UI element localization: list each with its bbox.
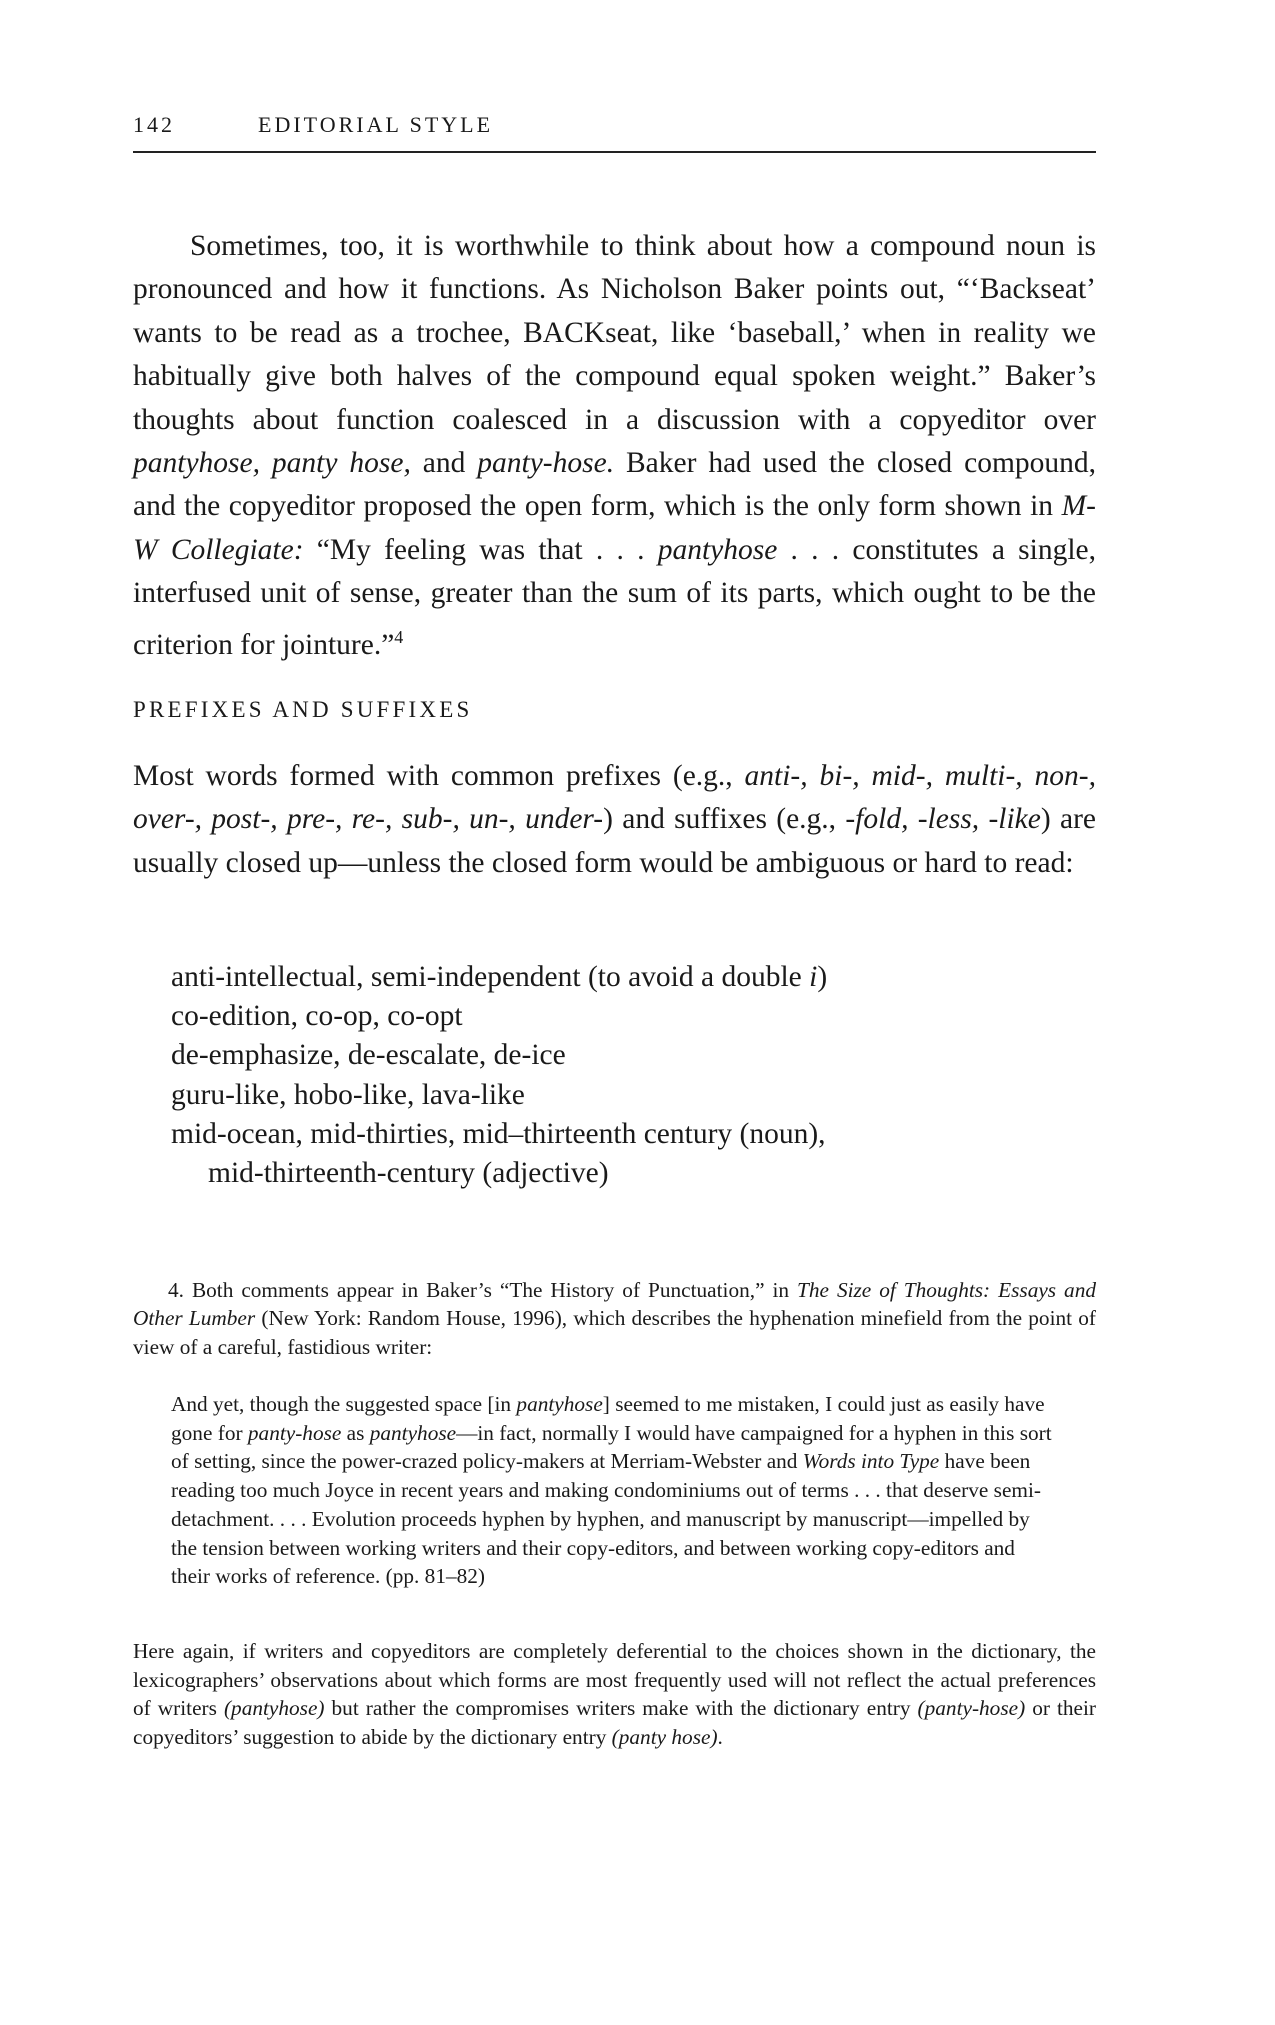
body-paragraph-prefixes <box>133 755 1096 885</box>
text-run: 4. Both comments appear in Baker’s “The History of Punctuation,” in <box>168 1278 798 1302</box>
text-run: “My feeling was that . . . <box>303 533 658 566</box>
text-run: ] seemed to me mistaken, I could just as easily have gone for <box>171 1392 1045 1445</box>
italic-run: pantyhose <box>657 533 778 566</box>
italic-run: panty-hose. <box>477 447 615 480</box>
text-run: Sometimes, too, it is worthwhile to think about how a compound noun is pronounced and how it functions. As Nicholson Baker points out, “‘Backseat’ wants to be read as a trochee, BACKseat, like ‘baseball,’ when in reality we habitually give both halves of the compound equal spoken weight.” Baker’s thoughts about function coalesced in a discussion with a copyeditor over <box>133 230 1096 436</box>
running-title: EDITORIAL STYLE <box>258 112 494 137</box>
example-list <box>171 958 1071 1193</box>
text-run: anti-intellectual, semi-independent (to avoid a double <box>171 961 810 993</box>
header-rule <box>133 151 1096 153</box>
text-run: but rather the compromises writers make with the dictionary entry <box>324 1696 918 1721</box>
italic-run: The Size of Thoughts: Essays and Other Lumber <box>133 1278 1096 1331</box>
footnote-continuation <box>133 1637 1096 1752</box>
italic-run: anti-, bi-, mid-, multi-, non-, over-, post-, pre-, re-, sub-, un-, under- <box>133 760 1096 836</box>
running-head <box>133 112 1093 138</box>
text-run: and <box>410 447 478 480</box>
body-paragraph-compound-nouns <box>133 225 1096 667</box>
text-run: ) <box>817 961 828 993</box>
italic-run: i <box>809 961 818 993</box>
list-item <box>171 958 1071 997</box>
text-run: Here again, if writers and copyeditors are completely deferential to the choices shown in the dictionary, the lexicographers’ observations about which forms are most frequently used will not reflect the actual preferences of writers <box>133 1639 1096 1721</box>
footnote-4 <box>133 1276 1096 1361</box>
text-run: . . . constitutes a single, interfused unit of sense, greater than the sum of its parts, which ought to be the criterion for jointure.” <box>133 533 1096 661</box>
italic-run: pantyhose <box>369 1420 457 1445</box>
text-run: Baker had used the closed compound, and the copyeditor proposed the open form, which is the only form shown in <box>133 447 1097 523</box>
italic-run: panty-hose <box>247 1420 342 1445</box>
text-run: ) and suffixes (e.g., <box>603 803 846 836</box>
page-number: 142 <box>133 112 175 137</box>
italic-run: (panty-hose) <box>917 1696 1026 1721</box>
list-item: guru-like, hobo-like, lava-like <box>171 1078 525 1111</box>
footnote-reference: 4 <box>394 626 404 647</box>
italic-run: M-W Collegiate: <box>133 490 1096 566</box>
section-heading: PREFIXES AND SUFFIXES <box>133 697 473 722</box>
list-item: co-edition, co-op, co-opt <box>171 1000 463 1033</box>
italic-run: pantyhose <box>516 1392 603 1416</box>
text-run: (New York: Random House, 1996), which describes the hyphenation minefield from the point of view of a careful, fastidious writer: <box>133 1306 1097 1359</box>
text-run: —in fact, normally I would have campaigned for a hyphen in this sort of setting, since the power-crazed policy-makers at Merriam-Webster and <box>171 1420 1052 1474</box>
italic-run: Words into Type <box>802 1449 940 1474</box>
text-run: And yet, though the suggested space [in <box>171 1392 517 1416</box>
text-run: . <box>717 1725 723 1750</box>
italic-run: (pantyhose) <box>223 1696 325 1721</box>
list-item: mid-ocean, mid-thirties, mid–thirteenth century (noun), <box>171 1117 826 1150</box>
list-item: de-emphasize, de-escalate, de-ice <box>171 1039 566 1072</box>
text-run: Most words formed with common prefixes (e.g., <box>133 760 745 792</box>
text-run: ) are usually closed up—unless the closed form would be ambiguous or hard to read: <box>133 803 1096 879</box>
text-run: as <box>341 1420 370 1445</box>
italic-run: -fold, -less, -like <box>845 803 1041 836</box>
footnote-blockquote <box>171 1390 1059 1591</box>
text-run: have been reading too much Joyce in recent years and making condominiums out of terms . . . that deserve semi-detachment. . . . Evolution proceeds hyphen by hyphen, and manuscript by manuscript—impelled by the tension between working writers and their copy-editors, and between working copy-editors and their works of reference. (pp. 81–82) <box>171 1449 1041 1589</box>
text-run: or their copyeditors’ suggestion to abide by the dictionary entry <box>133 1696 1097 1750</box>
italic-run: (panty hose) <box>611 1725 718 1750</box>
italic-run: pantyhose, panty hose, <box>133 447 411 480</box>
list-item-continuation: mid-thirteenth-century (adjective) <box>208 1157 609 1190</box>
